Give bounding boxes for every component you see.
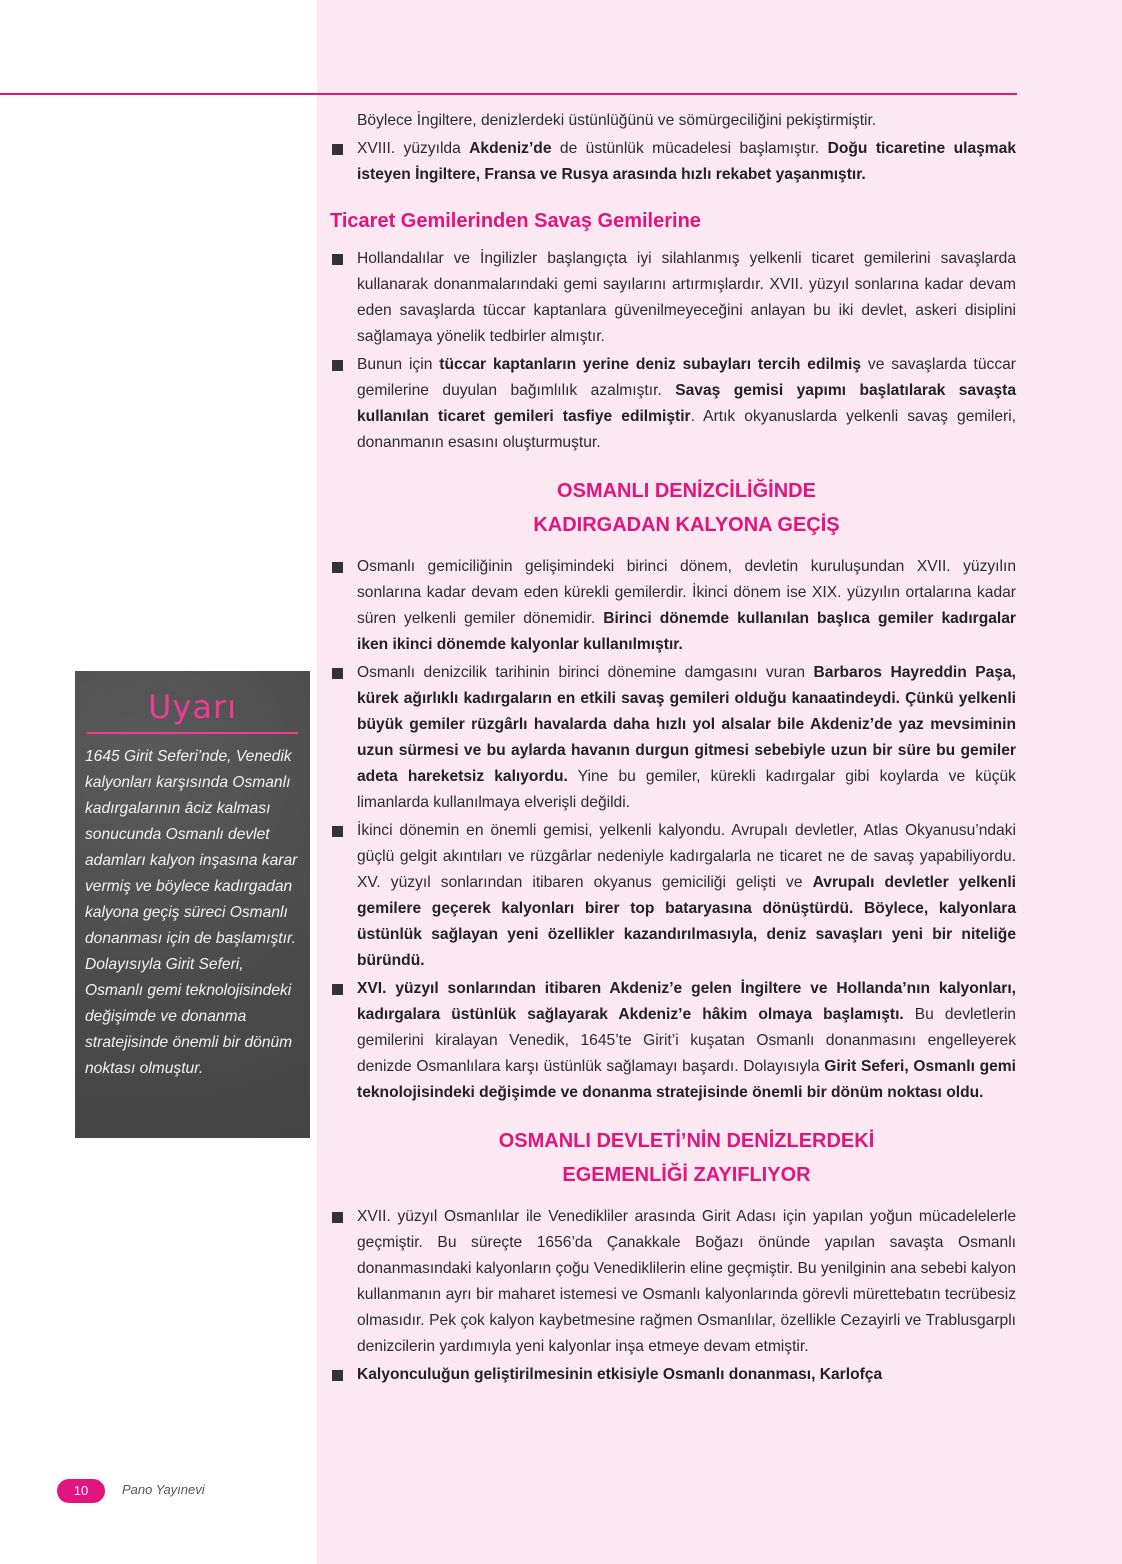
section-heading-line: KADIRGADAN KALYONA GEÇİŞ — [533, 514, 840, 536]
section-heading-1 — [357, 474, 1016, 542]
warning-box — [75, 671, 310, 1138]
bold-text-run: Kalyonculuğun geliştirilmesinin etkisiyle Osmanlı donanması, Karlofça — [357, 1366, 883, 1383]
bold-text-run: Savaş gemisi yapımı başlatılarak savaşta kullanılan ticaret gemileri tasfiye edilmiştir — [357, 382, 1016, 425]
bullet-square-icon — [332, 1212, 343, 1223]
warning-title: Uyarı — [147, 688, 237, 726]
bullet-text — [357, 136, 1016, 188]
bold-text-run: Birinci dönemde kullanılan başlıca gemiler kadırgalar iken ikinci dönemde kalyonlar kullanılmıştır. — [357, 610, 1016, 653]
bullet-square-icon — [332, 1370, 343, 1381]
bullet-item — [330, 352, 1016, 456]
bold-text-run: XVI. yüzyıl sonlarından itibaren Akdeniz’e gelen İngiltere ve Hollanda’nın kalyonları, kadırgalara üstünlük sağlayarak Akdeniz’e hâkim olmaya başlamıştı. — [357, 980, 1016, 1023]
bullet-item — [330, 1362, 1016, 1388]
text-run: Yine bu gemiler, kürekli kadırgalar gibi koylarda ve küçük limanlarda kullanılmaya elverişli değildi. — [357, 768, 1016, 811]
text-run: Osmanlı gemiciliğinin gelişimindeki birinci dönem, devletin kuruluşundan XVII. yüzyılın sonlarına kadar devam eden kürekli gemilerdir. İkinci dönem ise XIX. yüzyılın ortalarına kadar süren yelkenli gemiler dönemidir. — [357, 558, 1016, 627]
warning-divider — [87, 732, 298, 734]
bold-text-run: tüccar kaptanların yerine deniz subayları tercih edilmiş — [439, 356, 862, 373]
bullet-square-icon — [332, 984, 343, 995]
bullet-square-icon — [332, 254, 343, 265]
section-heading-2 — [357, 1124, 1016, 1192]
header-rule — [0, 93, 1017, 95]
bullet-item — [330, 554, 1016, 658]
text-run: ve savaşlarda tüccar gemilerine duyulan bağımlılık azalmıştır. — [357, 356, 1017, 399]
text-run: Bu devletlerin gemilerini kiralayan Venedik, 1645’te Girit’i kuşatan Osmanlı donanmasını engelleyerek denizde Osmanlılara karşı üstünlük sağlamayı başardı. Dolayısıyla — [357, 1006, 1016, 1075]
text-run: İkinci dönemin en önemli gemisi, yelkenli kalyondu. Avrupalı devletler, Atlas Okyanusu’ndaki güçlü gelgit akıntıları ve rüzgârlar nedeniyle kadırgalarla ne ticaret ne de savaş yapabiliyordu. XV. yüzyıl sonlarından itibaren okyanus gemiciliği gelişti ve — [357, 822, 1016, 891]
bullet-text — [357, 246, 1016, 350]
bullet-item — [330, 246, 1016, 350]
bullet-item — [330, 1204, 1016, 1360]
text-run: Osmanlı denizcilik tarihinin birinci dönemine damgasını vuran — [357, 664, 814, 681]
bold-text-run: Girit Seferi, Osmanlı gemi teknolojisindeki değişimde ve donanma stratejisinde önemli bir dönüm noktası oldu. — [357, 1058, 1017, 1101]
bullet-square-icon — [332, 144, 343, 155]
section-heading-line: OSMANLI DENİZCİLİĞİNDE — [557, 480, 816, 502]
bullet-item — [330, 976, 1016, 1106]
publisher-name: Pano Yayınevi — [122, 1482, 205, 1497]
intro-sentence: Böylece İngiltere, denizlerdeki üstünlüğünü ve sömürgeciliğini pekiştirmiştir. — [357, 112, 877, 129]
warning-text: 1645 Girit Seferi’nde, Venedik kalyonları karşısında Osmanlı kadırgalarının âciz kalması sonucunda Osmanlı devlet adamları kalyon inşasına karar vermiş ve böylece kadırgadan kalyona geçiş süreci Osmanlı donanması için de başlamıştır. Dolayısıyla Girit Seferi, Osmanlı gemi teknolojisindeki değişimde ve donanma stratejisinde önemli bir dönüm noktası olmuştur. — [85, 748, 298, 1077]
page-number: 10 — [57, 1479, 105, 1503]
bullet-text — [357, 1362, 1016, 1388]
bullet-item — [330, 818, 1016, 974]
bullet-text — [357, 1204, 1016, 1360]
main-content — [330, 108, 1016, 1390]
bold-text-run: Akdeniz’de — [469, 140, 552, 157]
bullet-square-icon — [332, 826, 343, 837]
bullet-square-icon — [332, 668, 343, 679]
text-run: XVII. yüzyıl Osmanlılar ile Venedikliler arasında Girit Adası için yapılan yoğun mücadelelerle geçmiştir. Bu süreçte 1656’da Çanakkale Boğazı önünde yapılan savaşta Osmanlı donanmasındaki kalyonların çoğu Venediklilerin eline geçmiştir. Bu yenilginin ana sebebi kalyon kullanmanın ayrı bir maharet istemesi ve Osmanlı kalyonlarında görevli mürettebatın tecrübesiz olmasıdır. Pek çok kalyon kaybetmesine rağmen Osmanlılar, özellikle Cezayirli ve Trablusgarplı denizcilerin yardımıyla yeni kalyonlar inşa etmeye devam etmiştir. — [357, 1208, 1016, 1355]
text-run: XVIII. yüzyılda — [357, 140, 470, 157]
text-run: de üstünlük mücadelesi başlamıştır. — [551, 140, 828, 157]
bullet-text — [357, 554, 1016, 658]
subheading: Ticaret Gemilerinden Savaş Gemilerine — [330, 210, 701, 232]
bullet-square-icon — [332, 360, 343, 371]
bullet-text — [357, 976, 1016, 1106]
bullet-item — [330, 136, 1016, 188]
section-heading-line: EGEMENLİĞİ ZAYIFLIYOR — [562, 1164, 811, 1186]
section-heading-line: OSMANLI DEVLETİ’NİN DENİZLERDEKİ — [498, 1130, 875, 1152]
bold-text-run: Avrupalı devletler yelkenli gemilere geçerek kalyonları birer top bataryasına dönüştürdü. Böylece, kalyonlara üstünlük sağlayan yeni özellikler kazandırılmasıyla, deniz savaşları yeni bir niteliğe büründü. — [357, 874, 1016, 969]
bullet-square-icon — [332, 562, 343, 573]
bold-text-run: Barbaros Hayreddin Paşa, kürek ağırlıklı kadırgaların en etkili savaş gemileri olduğu kanaatindeydi. Çünkü yelkenli büyük gemiler rüzgârlı havalarda daha hızlı yol alsalar bile Akdeniz’de yaz mevsiminin uzun sürmesi ve bu aylarda havanın durgun gitmesi sebebiyle uzun bir süre bu gemiler adeta hareketsiz kalıyordu. — [357, 664, 1016, 785]
bullet-text — [357, 818, 1016, 974]
bullet-item — [330, 660, 1016, 816]
text-run: Hollandalılar ve İngilizler başlangıçta iyi silahlanmış yelkenli ticaret gemilerini savaşlarda kullanarak donanmalarındaki gemi sayılarını artırmışlardır. XVII. yüzyıl sonlarına kadar devam eden savaşlarda tüccar kaptanlara güvenilmeyeceğini anlayan bu iki devlet, askeri disiplini sağlamaya yönelik tedbirler almıştır. — [357, 250, 1016, 345]
bullet-text — [357, 660, 1016, 816]
text-run: . Artık okyanuslarda yelkenli savaş gemileri, donanmanın esasını oluşturmuştur. — [357, 408, 1016, 451]
bold-text-run: Doğu ticaretine ulaşmak isteyen İngiltere, Fransa ve Rusya arasında hızlı rekabet yaşanmıştır. — [357, 140, 1016, 183]
bullet-text — [357, 352, 1016, 456]
text-run: Bunun için — [357, 356, 440, 373]
